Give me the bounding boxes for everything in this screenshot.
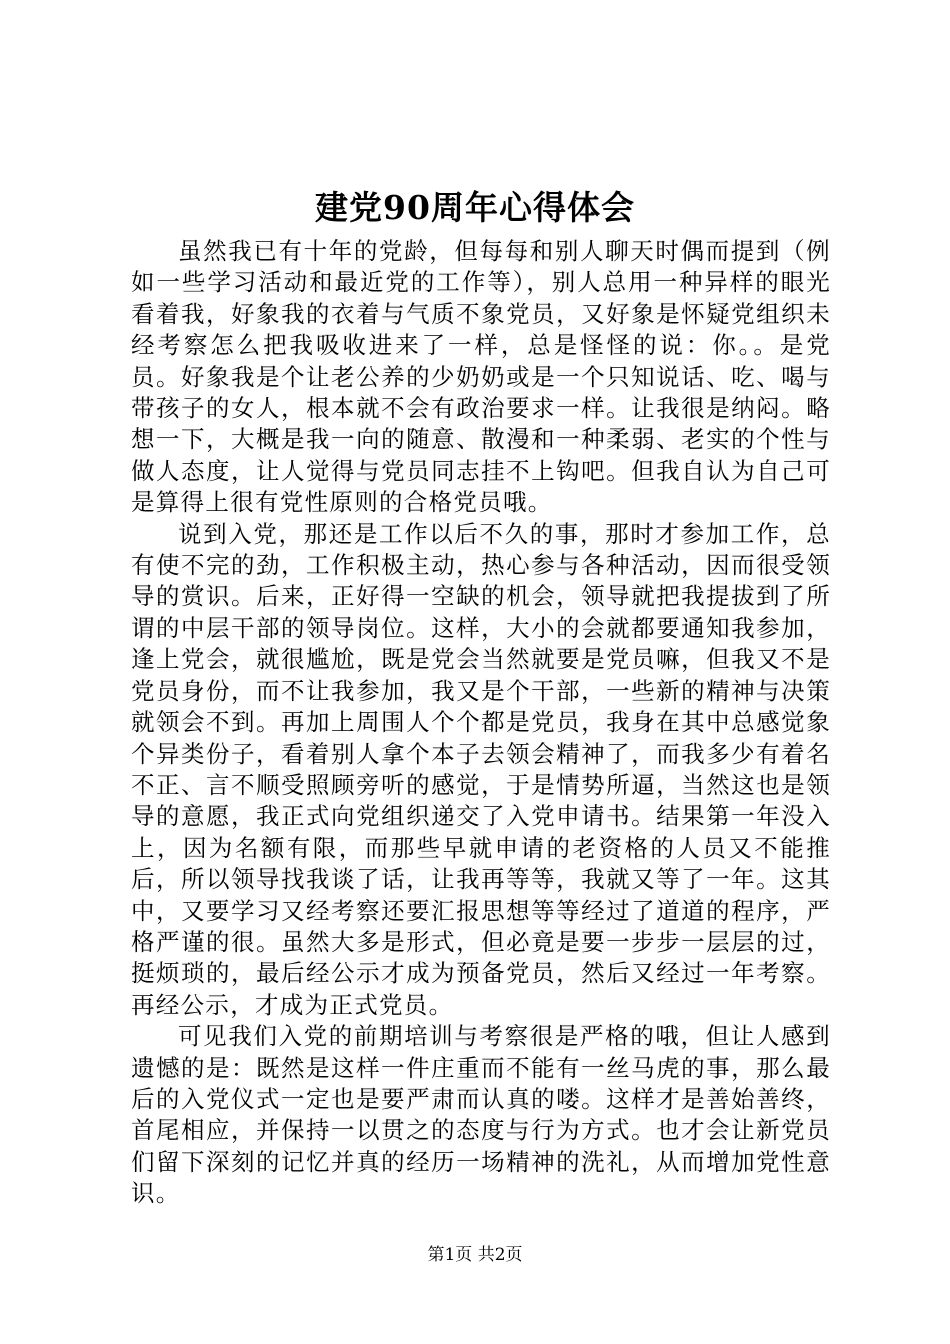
document-body	[131, 236, 831, 1210]
paragraph-1: 虽然我已有十年的党龄，但每每和别人聊天时偶而提到（例如一些学习活动和最近党的工作等），别人总用一种异样的眼光看着我，好象我的衣着与气质不象党员，又好象是怀疑党组织未经考察怎么把我吸收进来了一样，总是怪怪的说：你。。是党员。好象我是个让老公养的少奶奶或是一个只知说话、吃、喝与带孩子的女人，根本就不会有政治要求一样。让我很是纳闷。略想一下，大概是我一向的随意、散漫和一种柔弱、老实的个性与做人态度，让人觉得与党员同志挂不上钩吧。但我自认为自己可是算得上很有党性原则的合格党员哦。	[131, 237, 831, 517]
page-number-footer: 第1页 共2页	[427, 1245, 523, 1265]
paragraph-2: 说到入党，那还是工作以后不久的事，那时才参加工作，总有使不完的劲，工作积极主动，热心参与各种活动，因而很受领导的赏识。后来，正好得一空缺的机会，领导就把我提拔到了所谓的中层干部的领导岗位。这样，大小的会就都要通知我参加，逢上党会，就很尴尬，既是党会当然就要是党员嘛，但我又不是党员身份，而不让我参加，我又是个干部，一些新的精神与决策就领会不到。再加上周围人个个都是党员，我身在其中总感觉象个异类份子，看着别人拿个本子去领会精神了，而我多少有着名不正、言不顺受照顾旁听的感觉，于是情势所逼，当然这也是领导的意愿，我正式向党组织递交了入党申请书。结果第一年没入上，因为名额有限，而那些早就申请的老资格的人员又不能推后，所以领导找我谈了话，让我再等等，我就又等了一年。这其中，又要学习又经考察还要汇报思想等等经过了道道的程序，严格严谨的很。虽然大多是形式，但必竟是要一步步一层层的过，挺烦琐的，最后经公示才成为预备党员，然后又经过一年考察。再经公示，才成为正式党员。	[131, 519, 831, 1019]
document-title: 建党90周年心得体会	[315, 188, 635, 227]
paragraph-3: 可见我们入党的前期培训与考察很是严格的哦，但让人感到遗憾的是：既然是这样一件庄重而不能有一丝马虎的事，那么最后的入党仪式一定也是要严肃而认真的喽。这样才是善始善终，首尾相应，并保持一以贯之的态度与行为方式。也才会让新党员们留下深刻的记忆并真的经历一场精神的洗礼，从而增加党性意识。	[131, 1022, 831, 1208]
